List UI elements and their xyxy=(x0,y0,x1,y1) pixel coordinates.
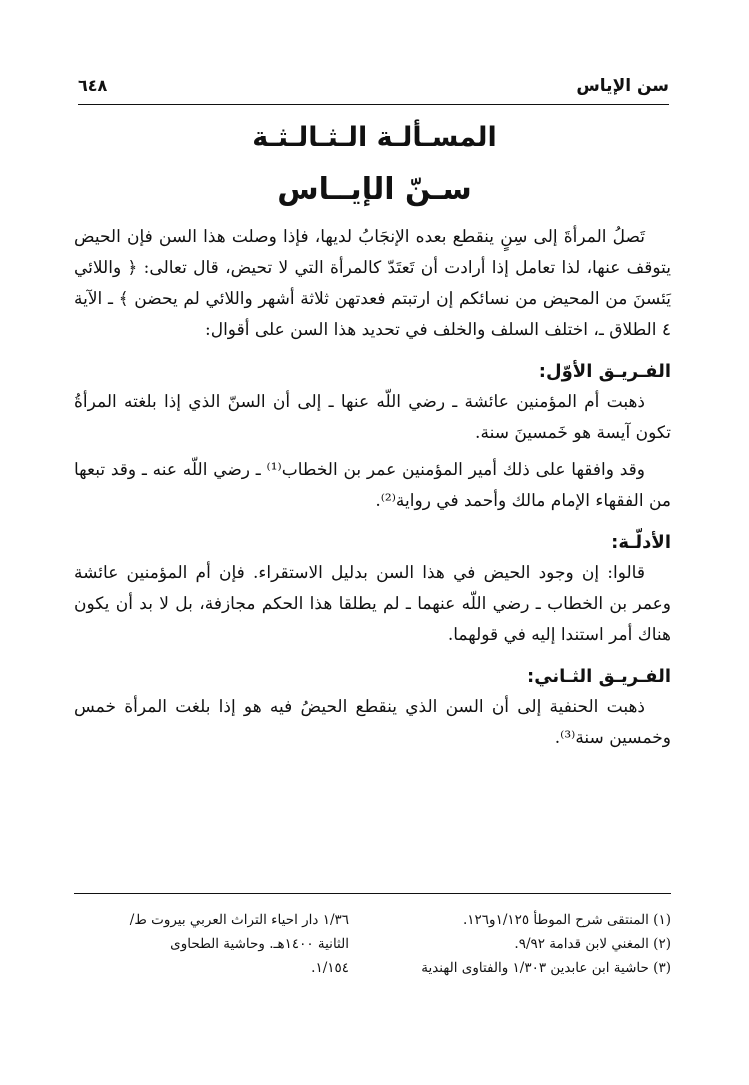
evidence-heading: الأدلّـة: xyxy=(611,532,671,553)
footnote-1: (١) المنتقى شرح الموطأ ١/١٢٥و١٢٦. xyxy=(462,912,671,928)
second-group-paragraph: ذهبت الحنفية إلى أن السن الذي ينقطع الحيضُ فيه هو إذا بلغت المرأة خمس وخمسين سنة⁽³⁾. xyxy=(74,697,671,748)
first-group-paragraph-2: وقد وافقها على ذلك أمير المؤمنين عمر بن الخطاب⁽¹⁾ ـ رضي اللّه عنه ـ وقد تبعها من الفقهاء الإمام مالك وأحمد في رواية⁽²⁾. xyxy=(74,460,671,511)
first-group-heading: الفـريـق الأوّل: xyxy=(538,361,671,382)
footnotes-left-column xyxy=(74,908,349,980)
page-number: ٦٤٨ xyxy=(78,76,108,95)
footnote-3-continued-1: ١/٣٦ دار احياء التراث العربي بيروت ط/ xyxy=(129,912,349,928)
chapter-title: المسـألـة الـثـالـثـة xyxy=(252,122,497,153)
running-header-title: سن الإياس xyxy=(576,76,669,96)
chapter-subtitle: سـنّ الإيــاس xyxy=(277,172,472,207)
footnote-2: (٢) المغني لابن قدامة ٩/٩٢. xyxy=(514,936,671,952)
footnote-3: (٣) حاشية ابن عابدين ١/٣٠٣ والفتاوى الهندية xyxy=(421,960,671,976)
first-group-paragraph-1: ذهبت أم المؤمنين عائشة ـ رضي اللّه عنها ـ إلى أن السنّ الذي إذا بلغته المرأةُ تكون آيسة هو خَمسينَ سنة. xyxy=(74,392,671,443)
footnotes-right-column xyxy=(381,908,671,980)
intro-paragraph: تَصلُ المرأةَ إلى سِنٍ ينقطع بعده الإنجَابُ لديها، فإذا وصلت هذا السن فإن الحيض يتوقف عنها، لذا تعامل إذا أرادت أن تَعتَدّ كالمرأة التي لا تحيض، قال تعالى: ﴿ واللائي يَئسنَ من المحيض من نسائكم إن ارتبتم فعدتهن ثلاثة أشهر واللائي لم يحضن ﴾ ـ الآية ٤ الطلاق ـ، اختلف السلف والخلف في تحديد هذا السن على أقوال: xyxy=(74,227,671,340)
footnote-3-continued-2: الثانية ١٤٠٠هـ. وحاشية الطحاوى xyxy=(170,936,349,952)
second-group-heading: الفـريـق الثـاني: xyxy=(527,666,671,687)
running-header xyxy=(78,74,669,105)
evidence-paragraph: قالوا: إن وجود الحيض في هذا السن بدليل الاستقراء. فإن أم المؤمنين عائشة وعمر بن الخطاب ـ رضي اللّه عنهما ـ لم يطلقا هذا الحكم مجازفة، بل لا بد أن يكون هناك أمر استندا إليه في قولهما. xyxy=(74,563,671,645)
footnote-divider xyxy=(74,893,671,894)
footnote-3-continued-3: ١/١٥٤. xyxy=(311,960,349,976)
main-text xyxy=(74,222,671,754)
